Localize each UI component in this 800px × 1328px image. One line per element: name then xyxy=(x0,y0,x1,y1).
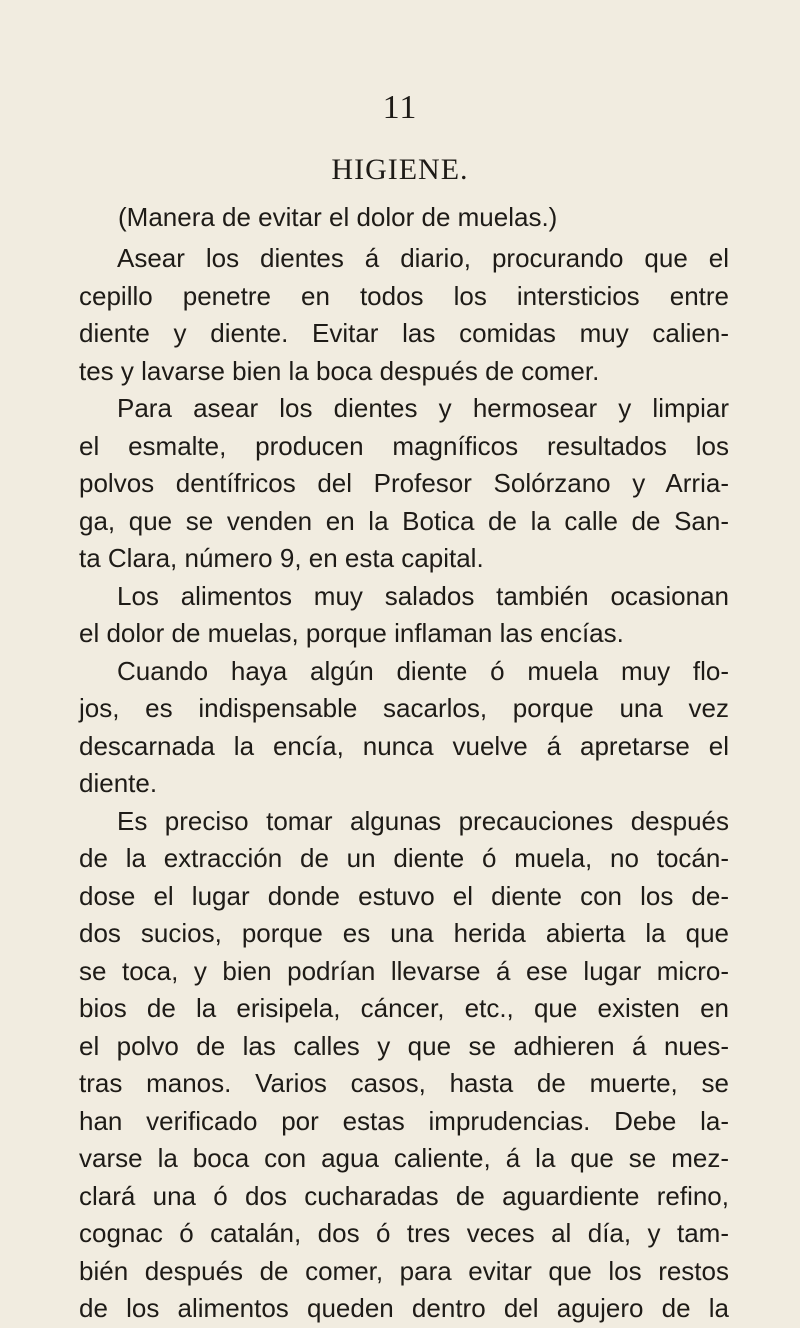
text-line: dose el lugar donde estuvo el diente con los de- xyxy=(79,880,729,911)
text-line: bién después de comer, para evitar que los restos xyxy=(79,1255,729,1286)
text-line: bios de la erisipela, cáncer, etc., que existen en xyxy=(79,993,729,1023)
text-line: ta Clara, número 9, en esta capital. xyxy=(79,543,484,573)
text-line: varse la boca con agua caliente, á la que se mez- xyxy=(79,1143,729,1173)
text-line: Asear los dientes á diario, procurando que el xyxy=(117,243,729,273)
text-line: cepillo penetre en todos los intersticios entre xyxy=(79,280,729,311)
text-line: ga, que se venden en la Botica de la calle de San- xyxy=(79,505,729,536)
body-text xyxy=(79,240,729,1328)
text-line: dos sucios, porque es una herida abierta la que xyxy=(79,918,729,948)
text-line: el dolor de muelas, porque inflaman las encías. xyxy=(79,618,624,648)
section-heading: HIGIENE. xyxy=(331,153,469,186)
text-line: Los alimentos muy salados también ocasionan xyxy=(117,580,729,611)
text-line: cognac ó catalán, dos ó tres veces al día, y tam- xyxy=(79,1218,729,1248)
text-line: se toca, y bien podrían llevarse á ese lugar micro- xyxy=(79,955,729,986)
text-line: polvos dentífricos del Profesor Solórzano y Arria- xyxy=(79,468,729,498)
text-line: Es preciso tomar algunas precauciones después xyxy=(117,805,729,836)
text-line: Cuando haya algún diente ó muela muy flo- xyxy=(117,655,729,686)
text-line: jos, es indispensable sacarlos, porque una vez xyxy=(79,693,729,723)
text-line: diente. xyxy=(79,768,158,798)
text-line: descarnada la encía, nunca vuelve á apretarse el xyxy=(79,730,729,761)
text-line: Para asear los dientes y hermosear y limpiar xyxy=(117,393,729,423)
text-line: tes y lavarse bien la boca después de comer. xyxy=(79,355,600,386)
page-number: 11 xyxy=(382,89,418,126)
text-line: de la extracción de un diente ó muela, no tocán- xyxy=(79,843,729,873)
section-subheading: (Manera de evitar el dolor de muelas.) xyxy=(118,202,558,232)
text-line: el polvo de las calles y que se adhieren á nues- xyxy=(79,1030,729,1061)
text-line: diente y diente. Evitar las comidas muy calien- xyxy=(79,318,729,348)
text-line: de los alimentos queden dentro del agujero de la xyxy=(79,1293,729,1323)
text-line: han verificado por estas imprudencias. Debe la- xyxy=(79,1105,729,1136)
text-line: el esmalte, producen magníficos resultados los xyxy=(79,430,729,461)
text-line: tras manos. Varios casos, hasta de muerte, se xyxy=(79,1068,729,1098)
text-line: clará una ó dos cucharadas de aguardiente refino, xyxy=(79,1180,729,1211)
